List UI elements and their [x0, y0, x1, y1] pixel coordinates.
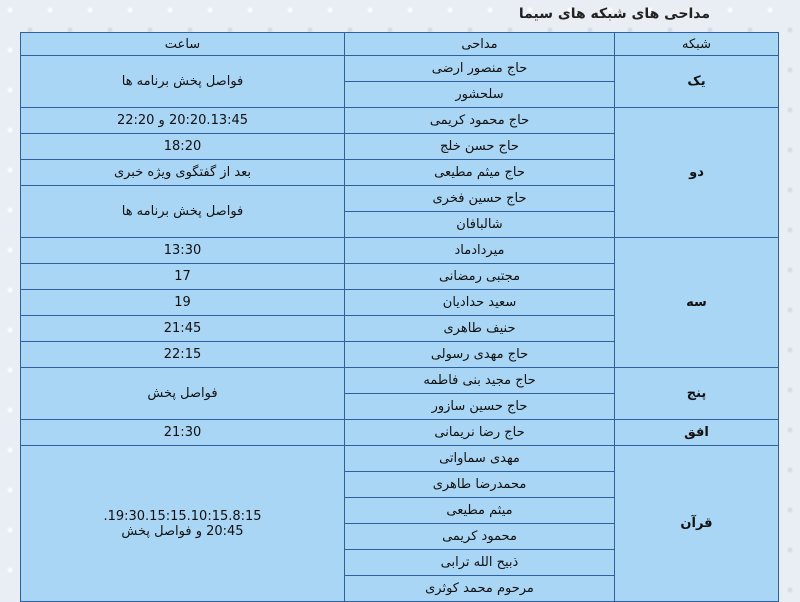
network-cell: دو [615, 108, 779, 238]
time-cell: 13:30 [21, 238, 345, 264]
time-cell: 19:30.15:15.10:15.8:15. 20:45 و فواصل پخش [21, 446, 345, 602]
performer-cell: محمدرضا طاهری [345, 472, 615, 498]
header-time: ساعت [21, 33, 345, 56]
table-row [21, 446, 779, 472]
performer-cell: سلحشور [345, 82, 615, 108]
header-row [21, 33, 779, 56]
time-cell: 20:20.13:45 و 22:20 [21, 108, 345, 134]
table-row [21, 56, 779, 82]
performer-cell: میثم مطیعی [345, 498, 615, 524]
performer-cell: میردادماد [345, 238, 615, 264]
performer-cell: شالبافان [345, 212, 615, 238]
table-row [21, 238, 779, 264]
table-row [21, 368, 779, 394]
header-madah: مداحی [345, 33, 615, 56]
performer-cell: حاج رضا نریمانی [345, 420, 615, 446]
performer-cell: حنیف طاهری [345, 316, 615, 342]
time-cell: فواصل پخش برنامه ها [21, 56, 345, 108]
table-row [21, 420, 779, 446]
time-cell: 21:45 [21, 316, 345, 342]
schedule-table [20, 32, 779, 602]
time-cell: 19 [21, 290, 345, 316]
network-cell: افق [615, 420, 779, 446]
network-cell: قرآن [615, 446, 779, 602]
performer-cell: مهدی سماواتی [345, 446, 615, 472]
performer-cell: محمود کریمی [345, 524, 615, 550]
time-cell: فواصل پخش برنامه ها [21, 186, 345, 238]
performer-cell: مجتبی رمضانی [345, 264, 615, 290]
performer-cell: حاج مجید بنی فاطمه [345, 368, 615, 394]
time-cell: 21:30 [21, 420, 345, 446]
time-cell: 17 [21, 264, 345, 290]
schedule-body [21, 56, 779, 602]
performer-cell: حاج حسین سازور [345, 394, 615, 420]
performer-cell: ذبیح الله ترابی [345, 550, 615, 576]
time-cell: 22:15 [21, 342, 345, 368]
network-cell: پنج [615, 368, 779, 420]
network-cell: یک [615, 56, 779, 108]
table-row [21, 108, 779, 134]
performer-cell: حاج منصور ارضی [345, 56, 615, 82]
time-cell: بعد از گفتگوی ویژه خبری [21, 160, 345, 186]
page-title: مداحی های شبکه های سیما [518, 6, 710, 22]
header-network: شبکه [615, 33, 779, 56]
performer-cell: حاج مهدی رسولی [345, 342, 615, 368]
performer-cell: حاج حسن خلج [345, 134, 615, 160]
performer-cell: مرحوم محمد کوثری [345, 576, 615, 602]
performer-cell: حاج حسین فخری [345, 186, 615, 212]
network-cell: سه [615, 238, 779, 368]
time-cell: فواصل پخش [21, 368, 345, 420]
performer-cell: حاج میثم مطیعی [345, 160, 615, 186]
performer-cell: حاج محمود کریمی [345, 108, 615, 134]
time-cell: 18:20 [21, 134, 345, 160]
performer-cell: سعید حدادیان [345, 290, 615, 316]
